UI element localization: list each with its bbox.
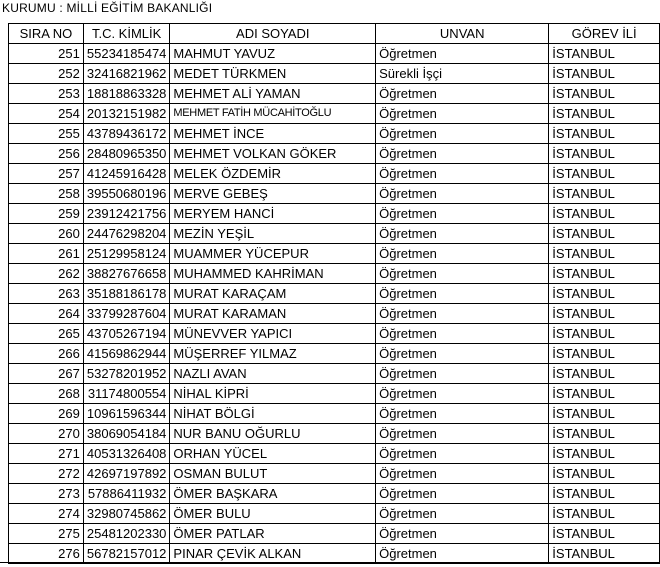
cell-gorev-ili: İSTANBUL <box>549 124 660 144</box>
cell-adi-soyadi: ORHAN YÜCEL <box>170 444 376 464</box>
cell-gorev-ili: İSTANBUL <box>549 264 660 284</box>
page-cut-edge <box>0 562 660 567</box>
cell-tc-kimlik: 25129958124 <box>83 244 170 264</box>
header-adi-soyadi: ADI SOYADI <box>170 24 376 44</box>
table-row <box>9 44 660 64</box>
cell-adi-soyadi: ÖMER BULU <box>170 504 376 524</box>
cell-adi-soyadi: MEHMET İNCE <box>170 124 376 144</box>
cell-tc-kimlik: 38827676658 <box>83 264 170 284</box>
cell-sira-no: 263 <box>9 284 84 304</box>
cell-gorev-ili: İSTANBUL <box>549 64 660 84</box>
table-row <box>9 84 660 104</box>
cell-gorev-ili: İSTANBUL <box>549 224 660 244</box>
table-row <box>9 404 660 424</box>
cell-gorev-ili: İSTANBUL <box>549 364 660 384</box>
cell-gorev-ili: İSTANBUL <box>549 84 660 104</box>
cell-sira-no: 271 <box>9 444 84 464</box>
cell-gorev-ili: İSTANBUL <box>549 244 660 264</box>
cell-gorev-ili: İSTANBUL <box>549 384 660 404</box>
table-row <box>9 124 660 144</box>
cell-unvan: Öğretmen <box>376 104 549 124</box>
cell-unvan: Öğretmen <box>376 524 549 544</box>
cell-adi-soyadi: NUR BANU OĞURLU <box>170 424 376 444</box>
cell-unvan: Öğretmen <box>376 484 549 504</box>
cell-gorev-ili: İSTANBUL <box>549 524 660 544</box>
cell-gorev-ili: İSTANBUL <box>549 504 660 524</box>
cell-unvan: Öğretmen <box>376 224 549 244</box>
table-row <box>9 484 660 504</box>
cell-sira-no: 257 <box>9 164 84 184</box>
cell-adi-soyadi: MERVE GEBEŞ <box>170 184 376 204</box>
table-row <box>9 264 660 284</box>
cell-sira-no: 262 <box>9 264 84 284</box>
cell-gorev-ili: İSTANBUL <box>549 284 660 304</box>
table-row <box>9 104 660 124</box>
cell-tc-kimlik: 39550680196 <box>83 184 170 204</box>
cell-unvan: Öğretmen <box>376 44 549 64</box>
cell-tc-kimlik: 56782157012 <box>83 544 170 564</box>
cell-adi-soyadi: ÖMER PATLAR <box>170 524 376 544</box>
cell-unvan: Öğretmen <box>376 444 549 464</box>
table-body <box>9 44 660 564</box>
table-row <box>9 364 660 384</box>
cell-tc-kimlik: 10961596344 <box>83 404 170 424</box>
cell-sira-no: 255 <box>9 124 84 144</box>
cell-unvan: Öğretmen <box>376 164 549 184</box>
cell-gorev-ili: İSTANBUL <box>549 184 660 204</box>
cell-adi-soyadi: MÜŞERREF YILMAZ <box>170 344 376 364</box>
cell-adi-soyadi: ÖMER BAŞKARA <box>170 484 376 504</box>
cell-tc-kimlik: 18818863328 <box>83 84 170 104</box>
cell-gorev-ili: İSTANBUL <box>549 144 660 164</box>
cell-tc-kimlik: 32980745862 <box>83 504 170 524</box>
cell-unvan: Öğretmen <box>376 84 549 104</box>
table-row <box>9 64 660 84</box>
cell-adi-soyadi: MEZİN YEŞİL <box>170 224 376 244</box>
cell-tc-kimlik: 57886411932 <box>83 484 170 504</box>
table-row <box>9 384 660 404</box>
cell-tc-kimlik: 43705267194 <box>83 324 170 344</box>
cell-unvan: Öğretmen <box>376 364 549 384</box>
cell-unvan: Öğretmen <box>376 544 549 564</box>
cell-sira-no: 274 <box>9 504 84 524</box>
cell-sira-no: 258 <box>9 184 84 204</box>
cell-unvan: Öğretmen <box>376 124 549 144</box>
table-row <box>9 344 660 364</box>
cell-tc-kimlik: 33799287604 <box>83 304 170 324</box>
document-heading: KURUMU : MİLLİ EĞİTİM BAKANLIĞI <box>2 1 213 15</box>
cell-tc-kimlik: 31174800554 <box>83 384 170 404</box>
cell-sira-no: 266 <box>9 344 84 364</box>
cell-sira-no: 253 <box>9 84 84 104</box>
table-row <box>9 224 660 244</box>
cell-unvan: Öğretmen <box>376 244 549 264</box>
cell-unvan: Öğretmen <box>376 204 549 224</box>
cell-sira-no: 264 <box>9 304 84 324</box>
cell-sira-no: 252 <box>9 64 84 84</box>
cell-tc-kimlik: 41569862944 <box>83 344 170 364</box>
cell-tc-kimlik: 32416821962 <box>83 64 170 84</box>
cell-unvan: Öğretmen <box>376 344 549 364</box>
cell-unvan: Öğretmen <box>376 144 549 164</box>
cell-gorev-ili: İSTANBUL <box>549 424 660 444</box>
cell-tc-kimlik: 25481202330 <box>83 524 170 544</box>
cell-sira-no: 261 <box>9 244 84 264</box>
cell-gorev-ili: İSTANBUL <box>549 304 660 324</box>
cell-gorev-ili: İSTANBUL <box>549 324 660 344</box>
cell-tc-kimlik: 28480965350 <box>83 144 170 164</box>
cell-unvan: Öğretmen <box>376 504 549 524</box>
cell-tc-kimlik: 40531326408 <box>83 444 170 464</box>
cell-unvan: Öğretmen <box>376 264 549 284</box>
cell-adi-soyadi: MURAT KARAMAN <box>170 304 376 324</box>
cell-sira-no: 270 <box>9 424 84 444</box>
table-row <box>9 244 660 264</box>
cell-unvan: Öğretmen <box>376 424 549 444</box>
table-row <box>9 284 660 304</box>
table-row <box>9 464 660 484</box>
cell-adi-soyadi: NİHAT BÖLGİ <box>170 404 376 424</box>
table-row <box>9 544 660 564</box>
cell-sira-no: 251 <box>9 44 84 64</box>
cell-sira-no: 260 <box>9 224 84 244</box>
personnel-table <box>8 23 660 564</box>
table-row <box>9 184 660 204</box>
table-row <box>9 164 660 184</box>
cell-adi-soyadi: MEDET TÜRKMEN <box>170 64 376 84</box>
cell-sira-no: 256 <box>9 144 84 164</box>
cell-unvan: Sürekli İşçi <box>376 64 549 84</box>
cell-sira-no: 276 <box>9 544 84 564</box>
cell-gorev-ili: İSTANBUL <box>549 344 660 364</box>
table-row <box>9 304 660 324</box>
table-row <box>9 144 660 164</box>
cell-adi-soyadi: NİHAL KİPRİ <box>170 384 376 404</box>
cell-gorev-ili: İSTANBUL <box>549 164 660 184</box>
cell-unvan: Öğretmen <box>376 184 549 204</box>
cell-tc-kimlik: 23912421756 <box>83 204 170 224</box>
cell-tc-kimlik: 53278201952 <box>83 364 170 384</box>
cell-tc-kimlik: 35188186178 <box>83 284 170 304</box>
cell-sira-no: 267 <box>9 364 84 384</box>
header-unvan: UNVAN <box>376 24 549 44</box>
cell-tc-kimlik: 41245916428 <box>83 164 170 184</box>
cell-tc-kimlik: 55234185474 <box>83 44 170 64</box>
cell-adi-soyadi: MUAMMER YÜCEPUR <box>170 244 376 264</box>
cell-adi-soyadi: MERYEM HANCİ <box>170 204 376 224</box>
table-row <box>9 424 660 444</box>
header-sira-no: SIRA NO <box>9 24 84 44</box>
cell-gorev-ili: İSTANBUL <box>549 484 660 504</box>
cell-sira-no: 269 <box>9 404 84 424</box>
table-row <box>9 444 660 464</box>
cell-unvan: Öğretmen <box>376 284 549 304</box>
cell-adi-soyadi: NAZLI AVAN <box>170 364 376 384</box>
cell-tc-kimlik: 42697197892 <box>83 464 170 484</box>
cell-adi-soyadi: MÜNEVVER YAPICI <box>170 324 376 344</box>
table-row <box>9 504 660 524</box>
cell-adi-soyadi: MAHMUT YAVUZ <box>170 44 376 64</box>
table-row <box>9 324 660 344</box>
cell-gorev-ili: İSTANBUL <box>549 204 660 224</box>
cell-tc-kimlik: 43789436172 <box>83 124 170 144</box>
cell-gorev-ili: İSTANBUL <box>549 464 660 484</box>
cell-gorev-ili: İSTANBUL <box>549 104 660 124</box>
cell-sira-no: 254 <box>9 104 84 124</box>
header-gorev-ili: GÖREV İLİ <box>549 24 660 44</box>
cell-sira-no: 275 <box>9 524 84 544</box>
header-tc-kimlik: T.C. KİMLİK <box>83 24 170 44</box>
cell-unvan: Öğretmen <box>376 384 549 404</box>
cell-adi-soyadi: MEHMET FATİH MÜCAHİTOĞLU <box>170 104 376 124</box>
cell-unvan: Öğretmen <box>376 404 549 424</box>
cell-adi-soyadi: MEHMET ALİ YAMAN <box>170 84 376 104</box>
cell-unvan: Öğretmen <box>376 304 549 324</box>
cell-adi-soyadi: MUHAMMED KAHRİMAN <box>170 264 376 284</box>
cell-tc-kimlik: 24476298204 <box>83 224 170 244</box>
cell-tc-kimlik: 20132151982 <box>83 104 170 124</box>
cell-unvan: Öğretmen <box>376 324 549 344</box>
cell-sira-no: 265 <box>9 324 84 344</box>
cell-unvan: Öğretmen <box>376 464 549 484</box>
table-row <box>9 204 660 224</box>
cell-gorev-ili: İSTANBUL <box>549 404 660 424</box>
cell-sira-no: 273 <box>9 484 84 504</box>
cell-adi-soyadi: MURAT KARAÇAM <box>170 284 376 304</box>
cell-tc-kimlik: 38069054184 <box>83 424 170 444</box>
cell-adi-soyadi: MEHMET VOLKAN GÖKER <box>170 144 376 164</box>
cell-adi-soyadi: MELEK ÖZDEMİR <box>170 164 376 184</box>
cell-sira-no: 272 <box>9 464 84 484</box>
cell-adi-soyadi: OSMAN BULUT <box>170 464 376 484</box>
cell-adi-soyadi: PINAR ÇEVİK ALKAN <box>170 544 376 564</box>
table-row <box>9 524 660 544</box>
cell-gorev-ili: İSTANBUL <box>549 544 660 564</box>
table-header-row <box>9 24 660 44</box>
cell-gorev-ili: İSTANBUL <box>549 444 660 464</box>
cell-sira-no: 268 <box>9 384 84 404</box>
cell-gorev-ili: İSTANBUL <box>549 44 660 64</box>
cell-sira-no: 259 <box>9 204 84 224</box>
